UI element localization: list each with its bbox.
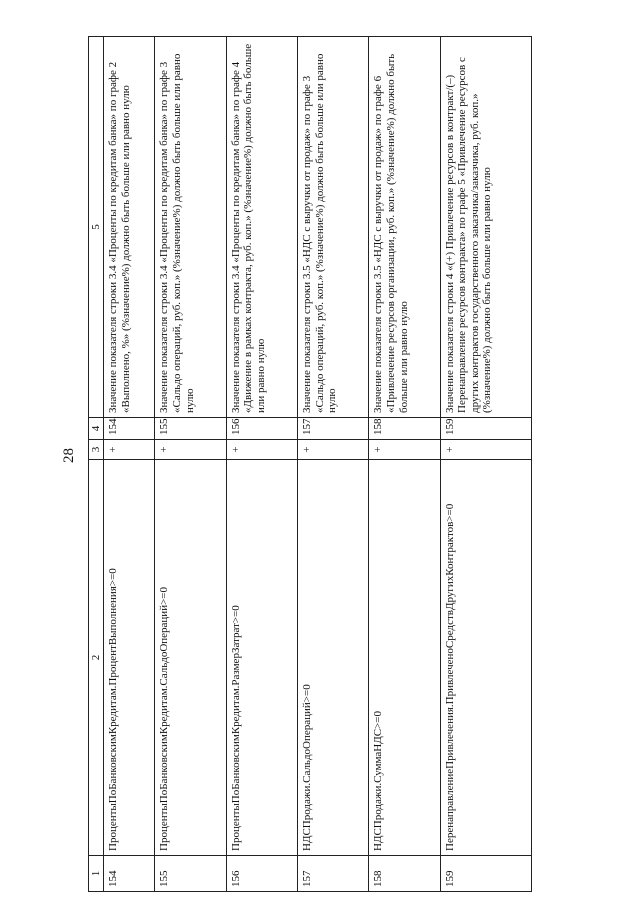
- rule-code: 159: [440, 418, 531, 440]
- rule-description: Значение показателя строки 3.4 «Проценты по кредитам банка» по графе 4 «Движение в рамках контракта, руб. коп.» (%значение%) должно быть больше или равно нулю: [226, 37, 297, 418]
- header-col-2: 2: [89, 460, 104, 856]
- table-row: [104, 37, 155, 892]
- table-header-row: [89, 37, 104, 892]
- validation-rules-table: [88, 36, 532, 892]
- page-number: 28: [61, 448, 77, 463]
- row-number: 155: [155, 856, 226, 892]
- rule-mark: +: [440, 440, 531, 460]
- rule-description: Значение показателя строки 3.4 «Проценты по кредитам банка» по графе 3 «Сальдо операций, руб. коп.» (%значение%) должно быть больше или равно нулю: [155, 37, 226, 418]
- rule-description: Значение показателя строки 4 «(+) Привлечение ресурсов в контракт/(–) Перенаправление ресурсов контракта» по графе 5 «Привлечение ресурсов с других контрактов государственного заказчика/заказчика, руб. коп.» (%значение%) должно быть больше или равно нулю: [440, 37, 531, 418]
- rule-mark: +: [369, 440, 440, 460]
- rule-code: 155: [155, 418, 226, 440]
- header-col-5: 5: [89, 37, 104, 418]
- table-row: [155, 37, 226, 892]
- rotated-table-container: [88, 37, 532, 892]
- rule-formula: ПроцентыПоБанковскимКредитам.СальдоОпераций>=0: [155, 460, 226, 856]
- row-number: 158: [369, 856, 440, 892]
- rule-formula: ПеренаправлениеПривлечения.ПривлеченоСредствДругихКонтрактов>=0: [440, 460, 531, 856]
- rule-code: 156: [226, 418, 297, 440]
- rule-mark: +: [297, 440, 368, 460]
- rule-mark: +: [104, 440, 155, 460]
- rule-formula: ПроцентыПоБанковскимКредитам.ПроцентВыполнения>=0: [104, 460, 155, 856]
- row-number: 157: [297, 856, 368, 892]
- rule-mark: +: [226, 440, 297, 460]
- table-row: [297, 37, 368, 892]
- header-col-3: 3: [89, 440, 104, 460]
- header-col-1: 1: [89, 856, 104, 892]
- rule-mark: +: [155, 440, 226, 460]
- table-row: [226, 37, 297, 892]
- rule-code: 154: [104, 418, 155, 440]
- header-col-4: 4: [89, 418, 104, 440]
- rule-formula: ПроцентыПоБанковскимКредитам.РазмерЗатрат>=0: [226, 460, 297, 856]
- table-row: [369, 37, 440, 892]
- rule-description: Значение показателя строки 3.4 «Проценты по кредитам банка» по графе 2 «Выполнено, %» (%значение%) должно быть больше или равно нулю: [104, 37, 155, 418]
- rule-code: 158: [369, 418, 440, 440]
- rule-formula: НДСПродажи.СальдоОпераций>=0: [297, 460, 368, 856]
- rule-description: Значение показателя строки 3.5 «НДС с выручки от продаж» по графе 3 «Сальдо операций, руб. коп.» (%значение%) должно быть больше или равно нулю: [297, 37, 368, 418]
- row-number: 156: [226, 856, 297, 892]
- rule-code: 157: [297, 418, 368, 440]
- rule-description: Значение показателя строки 3.5 «НДС с выручки от продаж» по графе 6 «Привлечение ресурсов организации, руб. коп.» (%значение%) должно быть больше или равно нулю: [369, 37, 440, 418]
- row-number: 159: [440, 856, 531, 892]
- row-number: 154: [104, 856, 155, 892]
- table-row: [440, 37, 531, 892]
- rule-formula: НДСПродажи.СуммаНДС>=0: [369, 460, 440, 856]
